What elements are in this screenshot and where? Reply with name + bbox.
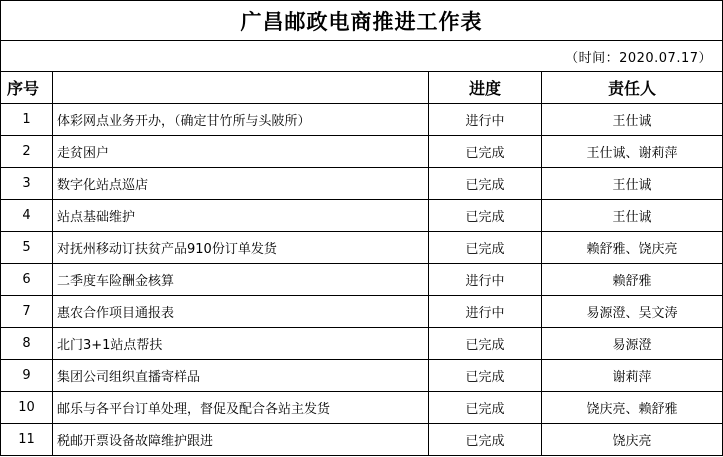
cell-no: 1 bbox=[1, 104, 53, 136]
table-row bbox=[1, 424, 723, 456]
cell-task: 数字化站点巡店 bbox=[53, 168, 429, 200]
cell-progress: 已完成 bbox=[429, 136, 542, 168]
cell-progress: 已完成 bbox=[429, 424, 542, 456]
cell-progress: 已完成 bbox=[429, 200, 542, 232]
cell-progress: 已完成 bbox=[429, 392, 542, 424]
cell-task: 税邮开票设备故障维护跟进 bbox=[53, 424, 429, 456]
cell-progress: 进行中 bbox=[429, 104, 542, 136]
cell-progress: 已完成 bbox=[429, 360, 542, 392]
table-row bbox=[1, 264, 723, 296]
cell-progress: 进行中 bbox=[429, 296, 542, 328]
cell-progress: 进行中 bbox=[429, 264, 542, 296]
cell-no: 10 bbox=[1, 392, 53, 424]
cell-progress: 已完成 bbox=[429, 328, 542, 360]
table-row bbox=[1, 104, 723, 136]
sheet-title: 广昌邮政电商推进工作表 bbox=[1, 1, 723, 41]
table-body bbox=[1, 1, 723, 456]
cell-owner: 王仕诚 bbox=[542, 104, 723, 136]
cell-task: 对抚州移动订扶贫产品910份订单发货 bbox=[53, 232, 429, 264]
cell-owner: 赖舒雅、饶庆亮 bbox=[542, 232, 723, 264]
cell-owner: 易源澄、吴文涛 bbox=[542, 296, 723, 328]
table-row bbox=[1, 296, 723, 328]
cell-task: 邮乐与各平台订单处理，督促及配合各站主发货 bbox=[53, 392, 429, 424]
cell-no: 9 bbox=[1, 360, 53, 392]
cell-task: 集团公司组织直播寄样品 bbox=[53, 360, 429, 392]
cell-task: 站点基础维护 bbox=[53, 200, 429, 232]
cell-no: 7 bbox=[1, 296, 53, 328]
cell-owner: 易源澄 bbox=[542, 328, 723, 360]
table-row bbox=[1, 232, 723, 264]
table-row bbox=[1, 392, 723, 424]
cell-progress: 已完成 bbox=[429, 232, 542, 264]
cell-owner: 王仕诚 bbox=[542, 168, 723, 200]
table-row bbox=[1, 360, 723, 392]
cell-task: 北门3+1站点帮扶 bbox=[53, 328, 429, 360]
cell-owner: 谢莉萍 bbox=[542, 360, 723, 392]
cell-no: 8 bbox=[1, 328, 53, 360]
cell-owner: 饶庆亮、赖舒雅 bbox=[542, 392, 723, 424]
cell-task: 二季度车险酬金核算 bbox=[53, 264, 429, 296]
header-task bbox=[53, 72, 429, 104]
cell-progress: 已完成 bbox=[429, 168, 542, 200]
table-row bbox=[1, 328, 723, 360]
cell-task: 体彩网点业务开办，（确定甘竹所与头陂所） bbox=[53, 104, 429, 136]
cell-no: 5 bbox=[1, 232, 53, 264]
cell-task: 走贫困户 bbox=[53, 136, 429, 168]
cell-owner: 王仕诚 bbox=[542, 200, 723, 232]
cell-no: 6 bbox=[1, 264, 53, 296]
header-no: 序号 bbox=[1, 72, 53, 104]
table-row bbox=[1, 200, 723, 232]
date-row bbox=[1, 41, 723, 72]
sheet-date: （时间：2020.07.17） bbox=[1, 41, 723, 72]
table-row bbox=[1, 168, 723, 200]
title-row bbox=[1, 1, 723, 41]
cell-no: 2 bbox=[1, 136, 53, 168]
cell-owner: 赖舒雅 bbox=[542, 264, 723, 296]
cell-owner: 王仕诚、谢莉萍 bbox=[542, 136, 723, 168]
cell-owner: 饶庆亮 bbox=[542, 424, 723, 456]
cell-no: 4 bbox=[1, 200, 53, 232]
cell-task: 惠农合作项目通报表 bbox=[53, 296, 429, 328]
table-row bbox=[1, 136, 723, 168]
cell-no: 11 bbox=[1, 424, 53, 456]
header-row bbox=[1, 72, 723, 104]
header-progress: 进度 bbox=[429, 72, 542, 104]
cell-no: 3 bbox=[1, 168, 53, 200]
header-owner: 责任人 bbox=[542, 72, 723, 104]
